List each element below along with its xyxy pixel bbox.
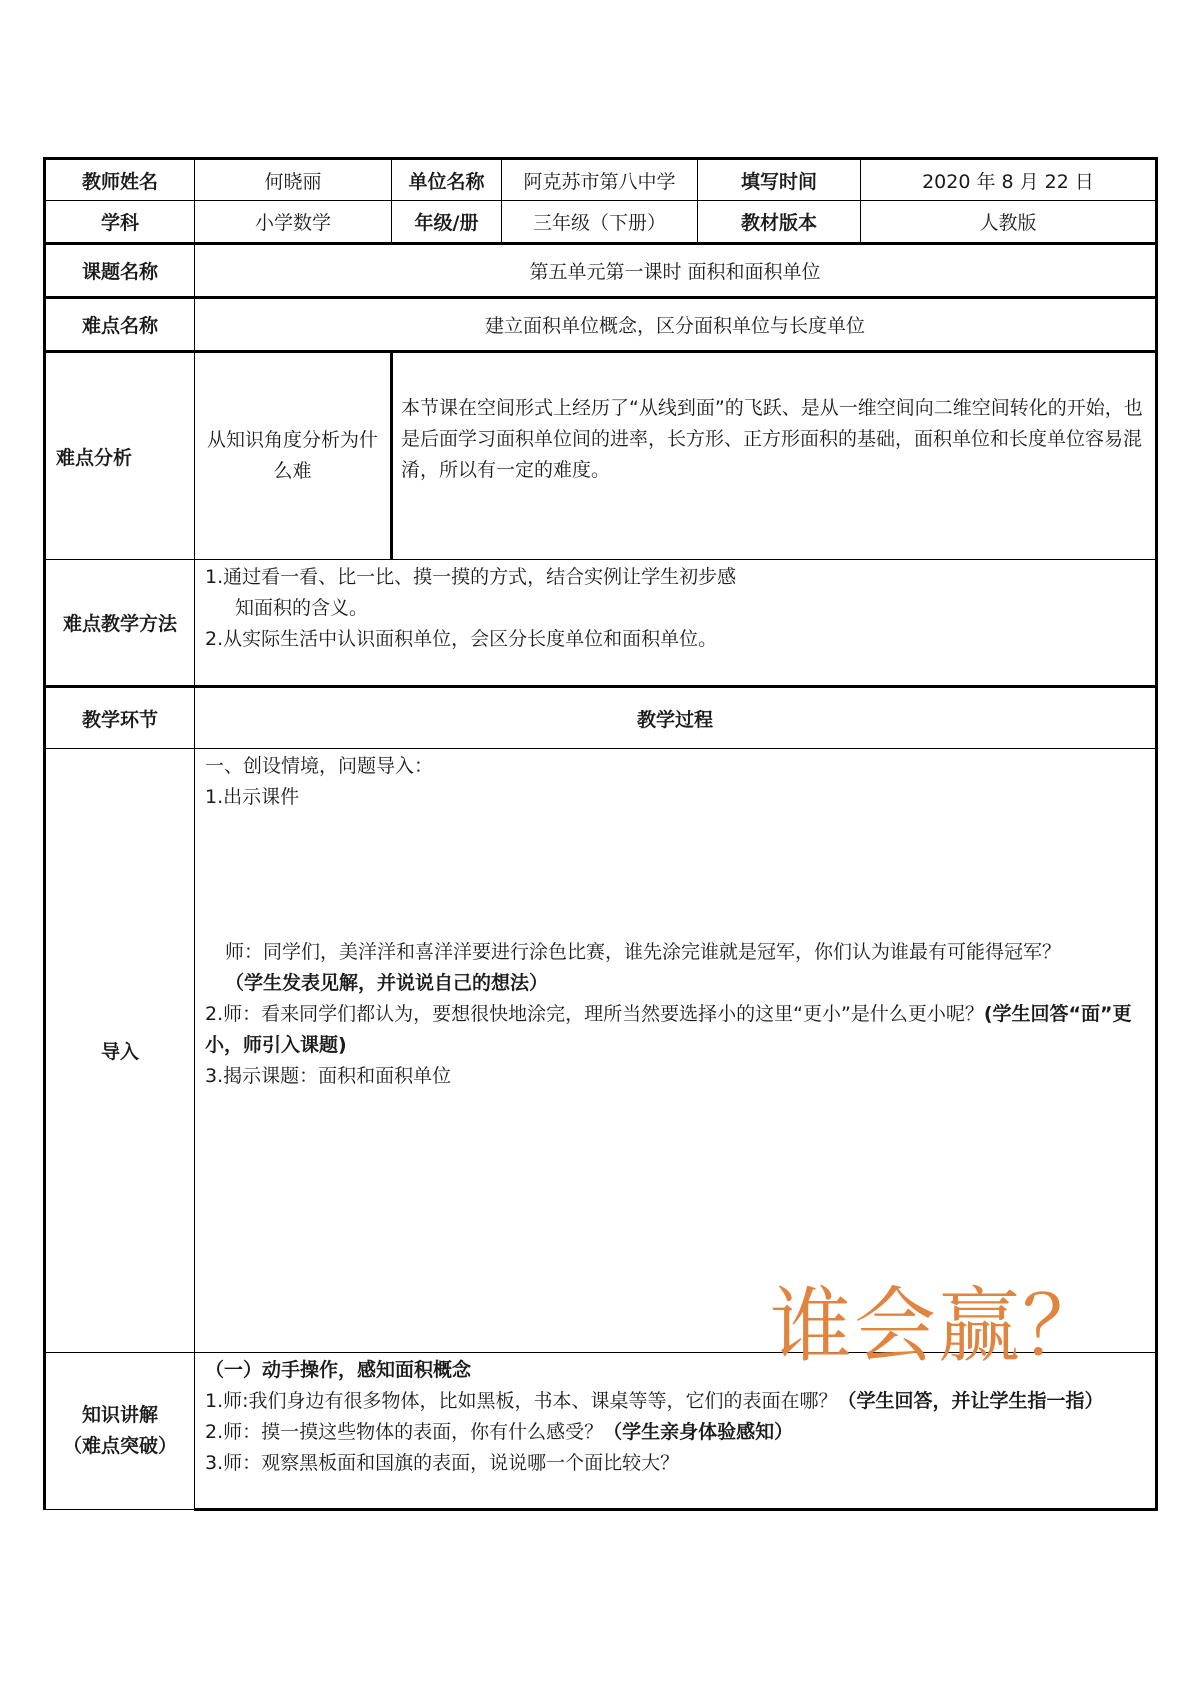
intro-item-3: 3.揭示课题：面积和面积单位	[205, 1065, 452, 1087]
edition-value: 人教版	[861, 201, 1157, 244]
lesson-plan-sheet	[43, 157, 1155, 1511]
intro-student-note: （学生发表见解，并说说自己的想法）	[225, 972, 549, 994]
unit-name-label: 单位名称	[392, 159, 502, 201]
method-label: 难点教学方法	[45, 560, 195, 687]
fill-date-value: 2020 年 8 月 22 日	[861, 159, 1157, 201]
subject-label: 学科	[45, 201, 195, 244]
lesson-plan-table	[43, 157, 1158, 1511]
who-wins-caption: 谁会赢？	[770, 1279, 1107, 1374]
intro-item-1: 1.出示课件	[205, 786, 300, 808]
subject-value: 小学数学	[195, 201, 392, 244]
topic-value: 第五单元第一课时 面积和面积单位	[195, 244, 1157, 298]
intro-item-2	[205, 999, 1145, 1061]
grade-label: 年级/册	[392, 201, 502, 244]
knowledge-label-2: （难点突破）	[62, 1435, 177, 1457]
intro-stage-label: 导入	[45, 749, 195, 1353]
method-line-1b: 知面积的含义。	[235, 597, 369, 619]
edition-label: 教材版本	[698, 201, 861, 244]
knowledge-stage-label	[45, 1353, 195, 1510]
grade-value: 三年级（下册）	[502, 201, 698, 244]
process-header: 教学过程	[195, 687, 1157, 749]
intro-heading: 一、创设情境，问题导入：	[205, 755, 434, 777]
method-content	[195, 560, 1157, 687]
knowledge-item-1-text: 1.师:我们身边有很多物体，比如黑板，书本、课桌等等，它们的表面在哪？	[205, 1390, 838, 1412]
knowledge-item-1-bold: （学生回答，并让学生指一指）	[837, 1390, 1104, 1412]
knowledge-label-1: 知识讲解	[81, 1404, 158, 1426]
knowledge-item-2-text: 2.师：摸一摸这些物体的表面，你有什么感受？	[205, 1421, 604, 1443]
knowledge-item-2	[205, 1417, 1145, 1448]
fill-date-label: 填写时间	[698, 159, 861, 201]
knowledge-item-2-bold: （学生亲身体验感知）	[603, 1421, 794, 1443]
unit-name-value: 阿克苏市第八中学	[502, 159, 698, 201]
stage-header: 教学环节	[45, 687, 195, 749]
intro-teacher-question: 师：同学们，美洋洋和喜洋洋要进行涂色比赛，谁先涂完谁就是冠军，你们认为谁最有可能得冠军？	[225, 941, 1062, 963]
knowledge-item-1	[205, 1386, 1145, 1417]
method-line-2: 2.从实际生活中认识面积单位，会区分长度单位和面积单位。	[205, 628, 718, 650]
difficulty-value: 建立面积单位概念，区分面积单位与长度单位	[195, 298, 1157, 352]
analysis-text: 本节课在空间形式上经历了“从线到面”的飞跃、是从一维空间向二维空间转化的开始，也是后面学习面积单位间的进率，长方形、正方形面积的基础，面积单位和长度单位容易混淆，所以有一定的难度。	[392, 352, 1157, 560]
teacher-name-value: 何晓丽	[195, 159, 392, 201]
knowledge-heading: （一）动手操作，感知面积概念	[205, 1359, 472, 1381]
knowledge-content	[195, 1353, 1157, 1510]
method-line-1: 1.通过看一看、比一比、摸一摸的方式，结合实例让学生初步感	[205, 566, 737, 588]
difficulty-label: 难点名称	[45, 298, 195, 352]
analysis-label: 难点分析	[45, 352, 195, 560]
teacher-name-label: 教师姓名	[45, 159, 195, 201]
topic-label: 课题名称	[45, 244, 195, 298]
analysis-angle: 从知识角度分析为什么难	[195, 352, 392, 560]
knowledge-item-3: 3.师：观察黑板面和国旗的表面，说说哪一个面比较大？	[205, 1452, 680, 1474]
intro-item-2-bold: (学生回答“面”更小，师引入课题)	[205, 1003, 1132, 1056]
intro-item-2-text: 2.师：看来同学们都认为，要想很快地涂完，理所当然要选择小的这里“更小”是什么更小呢？	[205, 1003, 984, 1025]
courseware-image-area	[205, 813, 1145, 937]
